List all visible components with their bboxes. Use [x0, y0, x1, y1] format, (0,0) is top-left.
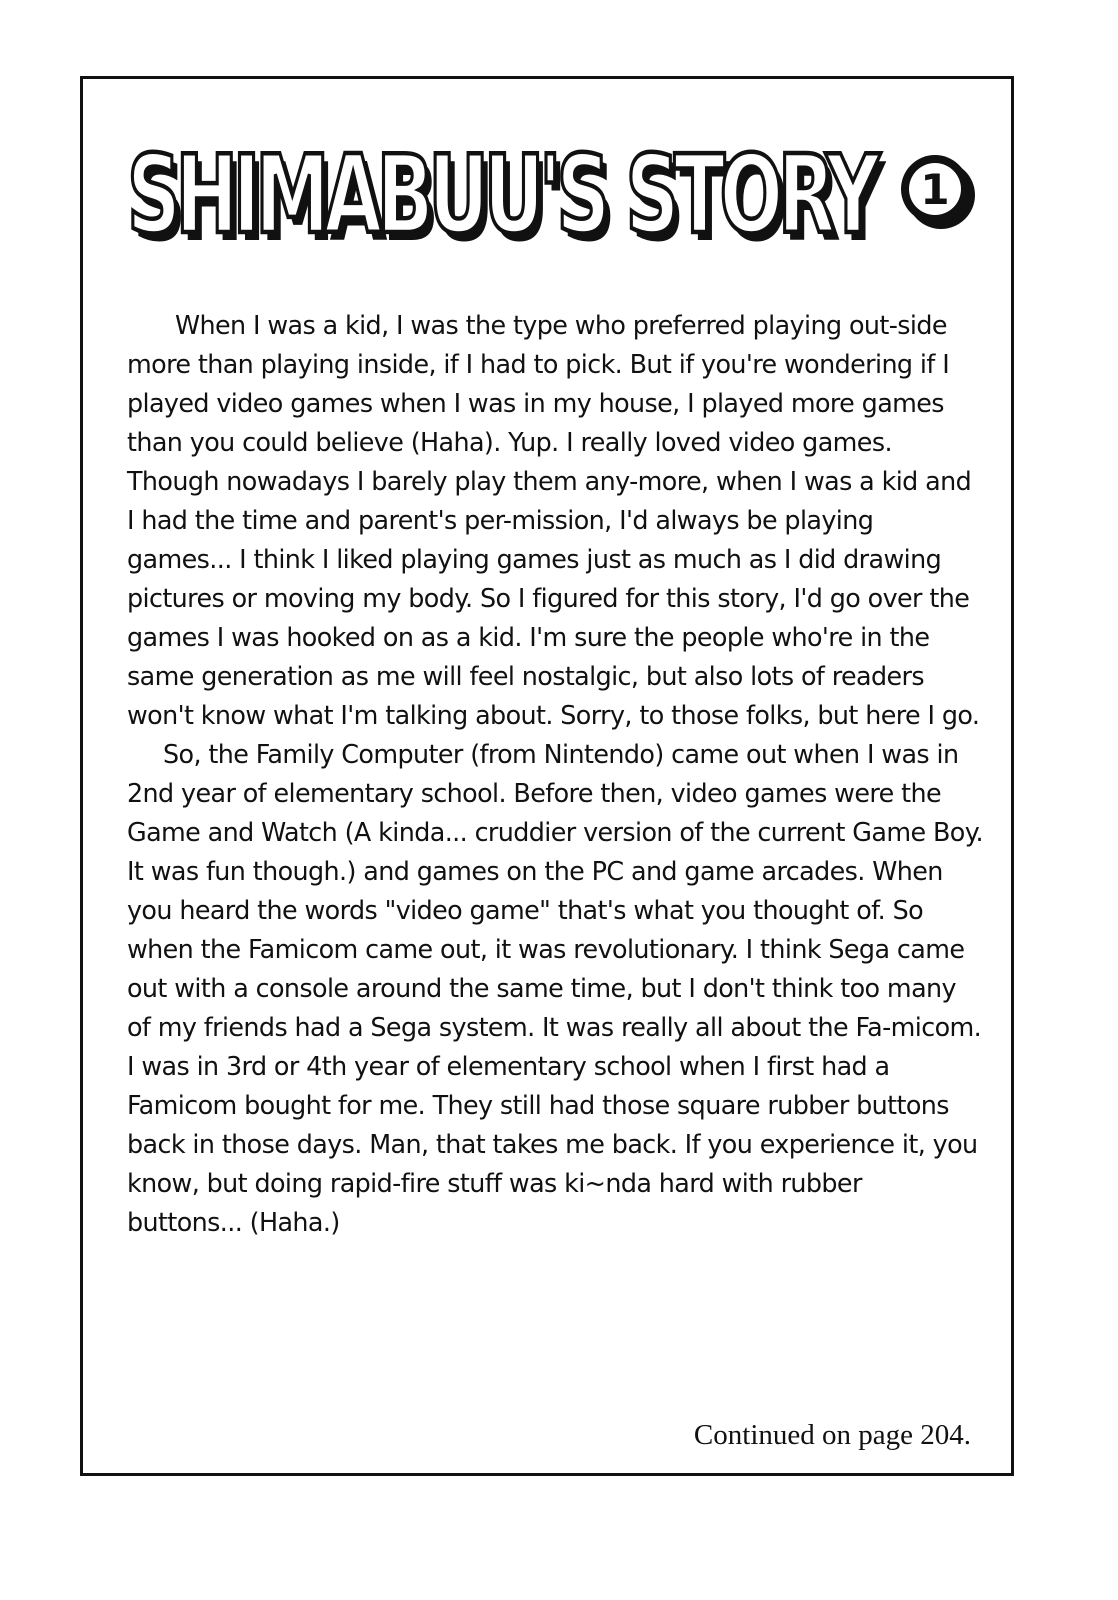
- paragraph-2: So, the Family Computer (from Nintendo) came out when I was in 2nd year of elementary school. Before then, video games were the Game and Watch (A kinda... cruddier version of the current Game Boy. It was fun though.) and games on the PC and game arcades. When you heard the words "video game" that's what you thought of. So when the Famicom came out, it was revolutionary. I think Sega came out with a console around the same time, but I don't think too many of my friends had a Sega system. It was really all about the Fa-micom. I was in 3rd or 4th year of elementary school when I first had a Famicom bought for me. They still had those square rubber buttons back in those days. Man, that takes me back. If you experience it, you know, but doing rapid-fire stuff was ki~nda hard with rubber buttons... (Haha.): [127, 739, 983, 1237]
- continued-note: Continued on page 204.: [693, 1419, 971, 1451]
- chapter-number-badge: [897, 151, 977, 231]
- page-frame: [80, 76, 1014, 1476]
- title-text: SHIMABUU'S STORY: [127, 132, 875, 258]
- page-title: [127, 125, 977, 265]
- story-body: [127, 306, 983, 1242]
- chapter-number: 1: [920, 165, 950, 214]
- paragraph-1: When I was a kid, I was the type who preferred playing out-side more than playing inside, if I had to pick. But if you're wondering if I played video games when I was in my house, I played more games than you could believe (Haha). Yup. I really loved video games. Though nowadays I barely play them any-more, when I was a kid and I had the time and parent's per-mission, I'd always be playing games... I think I liked playing games just as much as I did drawing pictures or moving my body. So I figured for this story, I'd go over the games I was hooked on as a kid. I'm sure the people who're in the same generation as me will feel nostalgic, but also lots of readers won't know what I'm talking about. Sorry, to those folks, but here I go.: [127, 310, 980, 730]
